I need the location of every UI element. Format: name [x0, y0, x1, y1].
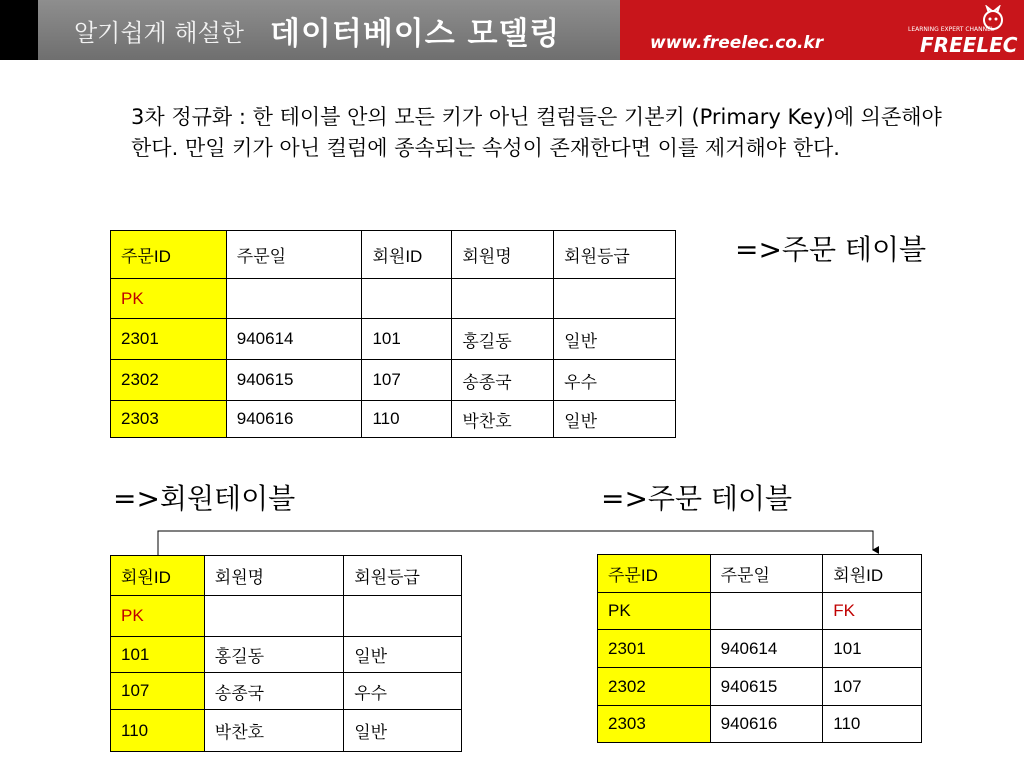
table-cell: 110 [823, 706, 922, 743]
header-cell: 회원명 [452, 231, 554, 279]
table-row [111, 710, 462, 752]
header-cell: 회원ID [111, 556, 205, 596]
table-header-row [111, 231, 676, 279]
table-row [598, 630, 922, 668]
table-cell: 일반 [554, 319, 676, 360]
table-cell: 940615 [226, 360, 362, 401]
publisher-url: www.freelec.co.kr [650, 33, 824, 53]
freelec-mascot-icon [980, 5, 1006, 33]
key-cell: PK [111, 279, 227, 319]
banner-left-block [0, 0, 38, 60]
header-banner [0, 0, 1024, 60]
header-cell: 회원ID [362, 231, 452, 279]
table-cell: 2303 [111, 401, 227, 438]
table-header-row [598, 555, 922, 593]
publisher-logo: FREELEC [920, 33, 1018, 57]
table-row [598, 706, 922, 743]
header-cell: 주문일 [226, 231, 362, 279]
key-cell [554, 279, 676, 319]
table-row [111, 319, 676, 360]
table-cell: 홍길동 [452, 319, 554, 360]
table-header-row [111, 556, 462, 596]
header-cell: 주문ID [111, 231, 227, 279]
header-cell: 주문ID [598, 555, 711, 593]
header-cell: 회원명 [204, 556, 343, 596]
key-cell: FK [823, 593, 922, 630]
key-cell [226, 279, 362, 319]
table-cell: 940614 [710, 630, 823, 668]
caption-order-table-original: =>주문 테이블 [735, 233, 927, 266]
table-cell: 홍길동 [204, 637, 343, 673]
table-row [111, 637, 462, 673]
caption-member-table: =>회원테이블 [113, 482, 296, 515]
table-cell: 박찬호 [452, 401, 554, 438]
table-cell: 송종국 [452, 360, 554, 401]
table-cell: 일반 [344, 710, 462, 752]
table-cell: 940615 [710, 668, 823, 706]
key-cell [452, 279, 554, 319]
key-cell [710, 593, 823, 630]
table-cell: 101 [823, 630, 922, 668]
normalization-description: 3차 정규화 : 한 테이블 안의 모든 키가 아닌 컬럼들은 기본키 (Primary Key)에 의존해야 한다. 만일 키가 아닌 컬럼에 종속되는 속성이 존재한다면 이를 제거해야 한다. [131, 105, 942, 160]
table-cell: 110 [111, 710, 205, 752]
table-cell: 101 [362, 319, 452, 360]
table-cell: 940614 [226, 319, 362, 360]
table-cell: 110 [362, 401, 452, 438]
caption-order-table: =>주문 테이블 [601, 482, 793, 515]
table-cell: 940616 [226, 401, 362, 438]
publisher-channel: LEARNING EXPERT CHANNEL [908, 26, 995, 33]
header-cell: 회원ID [823, 555, 922, 593]
order-table-original [110, 230, 676, 438]
table-cell: 일반 [344, 637, 462, 673]
key-cell: PK [111, 596, 205, 637]
table-cell: 일반 [554, 401, 676, 438]
table-row [111, 360, 676, 401]
table-cell: 우수 [344, 673, 462, 710]
order-table [597, 554, 922, 743]
table-cell: 2301 [111, 319, 227, 360]
table-cell: 2302 [598, 668, 711, 706]
table-cell: 2302 [111, 360, 227, 401]
header-cell: 회원등급 [554, 231, 676, 279]
table-row [111, 673, 462, 710]
table-cell: 송종국 [204, 673, 343, 710]
table-key-row [598, 593, 922, 630]
header-cell: 주문일 [710, 555, 823, 593]
table-cell: 우수 [554, 360, 676, 401]
table-cell: 107 [111, 673, 205, 710]
table-cell: 2301 [598, 630, 711, 668]
table-cell: 101 [111, 637, 205, 673]
book-title: 데이터베이스 모델링 [270, 16, 561, 52]
key-cell: PK [598, 593, 711, 630]
banner-tagline: 알기쉽게 해설한 [74, 19, 244, 47]
table-row [111, 401, 676, 438]
table-key-row [111, 596, 462, 637]
key-cell [344, 596, 462, 637]
member-table [110, 555, 462, 752]
table-row [598, 668, 922, 706]
key-cell [204, 596, 343, 637]
table-cell: 107 [823, 668, 922, 706]
header-cell: 회원등급 [344, 556, 462, 596]
table-cell: 107 [362, 360, 452, 401]
table-cell: 940616 [710, 706, 823, 743]
table-key-row [111, 279, 676, 319]
key-cell [362, 279, 452, 319]
table-cell: 2303 [598, 706, 711, 743]
table-cell: 박찬호 [204, 710, 343, 752]
